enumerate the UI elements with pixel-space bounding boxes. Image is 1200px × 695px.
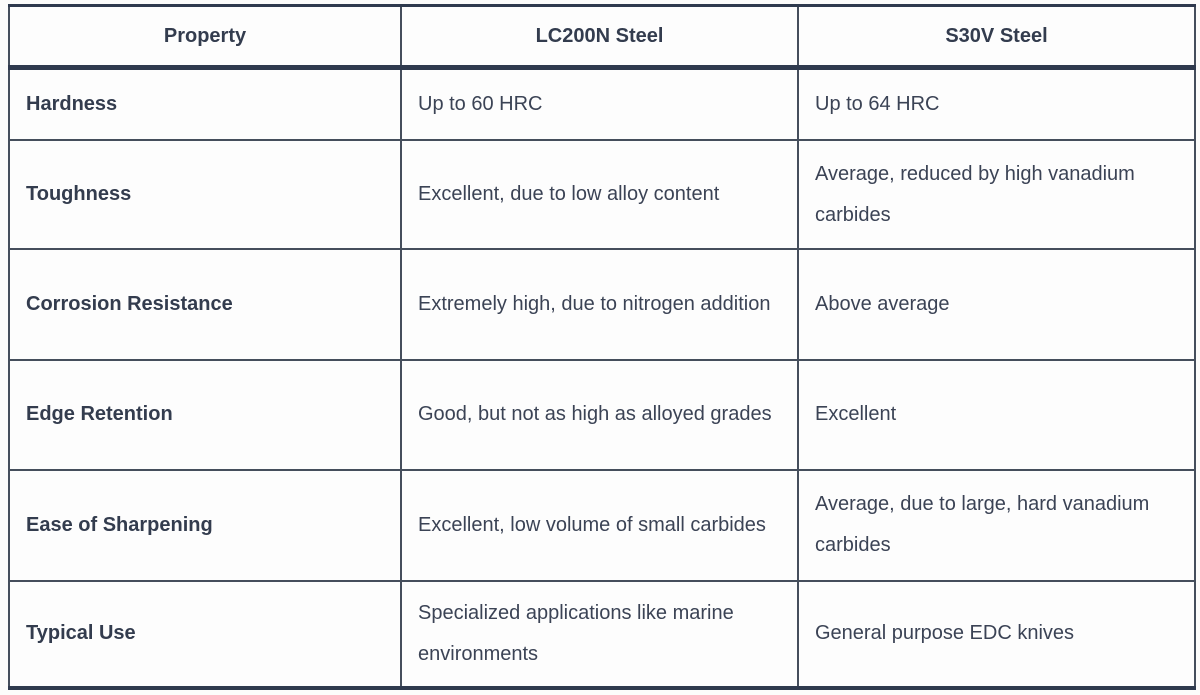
row-label-ease-of-sharpening: Ease of Sharpening [9, 470, 401, 581]
row-label-corrosion-resistance: Corrosion Resistance [9, 249, 401, 359]
corrosion-resistance-lc200n-value: Extremely high, due to nitrogen addition [401, 249, 798, 359]
row-label-typical-use: Typical Use [9, 581, 401, 688]
table-row-toughness [9, 140, 1195, 249]
table-row-corrosion-resistance [9, 249, 1195, 359]
edge-retention-s30v-value: Excellent [798, 360, 1195, 470]
table-row-ease-of-sharpening [9, 470, 1195, 581]
edge-retention-lc200n-value: Good, but not as high as alloyed grades [401, 360, 798, 470]
corrosion-resistance-s30v-value: Above average [798, 249, 1195, 359]
ease-of-sharpening-lc200n-value: Excellent, low volume of small carbides [401, 470, 798, 581]
column-header-lc200n-steel: LC200N Steel [401, 6, 798, 68]
typical-use-s30v-value: General purpose EDC knives [798, 581, 1195, 688]
hardness-s30v-value: Up to 64 HRC [798, 68, 1195, 141]
header-row [9, 6, 1195, 68]
steel-comparison-table [8, 4, 1196, 690]
row-label-hardness: Hardness [9, 68, 401, 141]
toughness-s30v-value: Average, reduced by high vanadium carbides [798, 140, 1195, 249]
table-row-hardness [9, 68, 1195, 141]
typical-use-lc200n-value: Specialized applications like marine environments [401, 581, 798, 688]
row-label-toughness: Toughness [9, 140, 401, 249]
hardness-lc200n-value: Up to 60 HRC [401, 68, 798, 141]
row-label-edge-retention: Edge Retention [9, 360, 401, 470]
column-header-property: Property [9, 6, 401, 68]
table-row-typical-use [9, 581, 1195, 688]
table-row-edge-retention [9, 360, 1195, 470]
ease-of-sharpening-s30v-value: Average, due to large, hard vanadium carbides [798, 470, 1195, 581]
column-header-s30v-steel: S30V Steel [798, 6, 1195, 68]
toughness-lc200n-value: Excellent, due to low alloy content [401, 140, 798, 249]
